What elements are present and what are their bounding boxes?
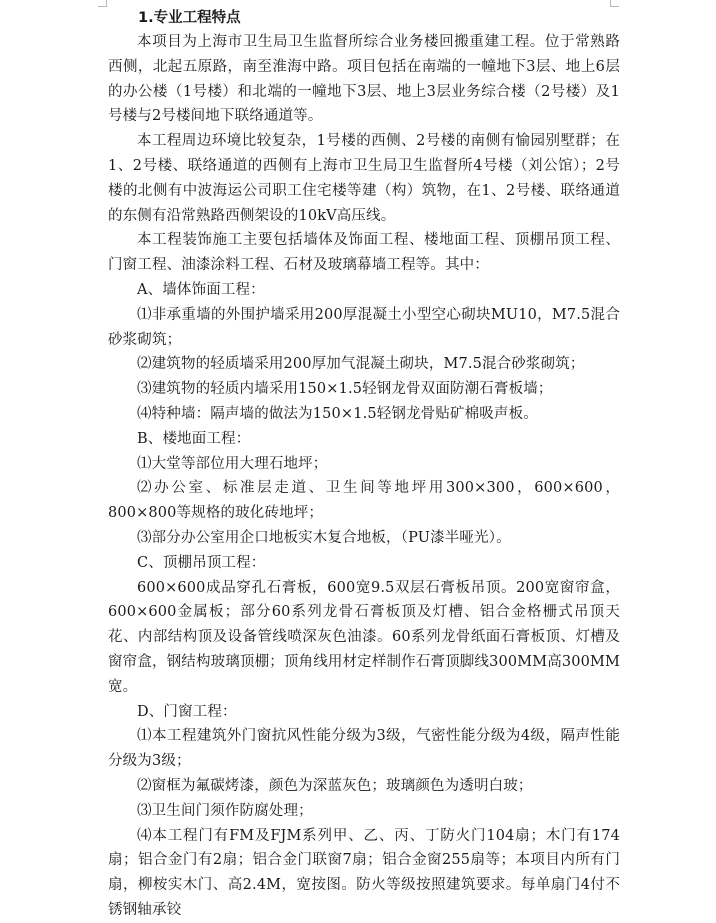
- list-item: ⑷特种墙：隔声墙的做法为150×1.5轻钢龙骨贴矿棉吸声板。: [137, 405, 538, 422]
- subheading-doors-windows: D、门窗工程：: [137, 703, 237, 720]
- paragraph-project-overview: 本项目为上海市卫生局卫生监督所综合业务楼回搬重建工程。位于常熟路西侧，北起五原路，南至淮海中路。项目包括在南端的一幢地下3层、地上6层的办公楼（1号楼）和北端的一幢地下3层、地上3层业务综合楼（2号楼）及1号楼与2号楼间地下联络通道等。: [108, 34, 620, 125]
- list-item: ⑴本工程建筑外门窗抗风性能分级为3级，气密性能分级为4级，隔声性能分级为3级；: [108, 728, 620, 770]
- list-item: ⑴非承重墙的外围护墙采用200厚混凝土小型空心砌块MU10，M7.5混合砂浆砌筑；: [108, 306, 620, 348]
- list-item: ⑷本工程门有FM及FJM系列甲、乙、丙、丁防火门104扇；木门有174扇；铝合金门有2扇；铝合金门联窗7扇；铝合金窗255扇等；本项目内所有门扇，柳桉实木门、高2.4M，宽按图。防火等级按照建筑要求。每单扇门4付不锈钢轴承铰: [108, 827, 620, 918]
- paragraph-ceiling: 600×600成品穿孔石膏板，600宽9.5双层石膏板吊顶。200宽窗帘盒，600×600金属板；部分60系列龙骨石膏板顶及灯槽、铝合金格栅式吊顶天花、内部结构顶及设备管线喷深灰色油漆。60系列龙骨纸面石膏板顶、灯槽及窗帘盒，钢结构玻璃顶棚；顶角线用材定样制作石膏顶脚线300MM高300MM宽。: [108, 579, 620, 695]
- paragraph-surroundings: 本工程周边环境比较复杂，1号楼的西侧、2号楼的南侧有愉园别墅群；在1、2号楼、联络通道的西侧有上海市卫生局卫生监督所4号楼（刘公馆）；2号楼的北侧有中波海运公司职工住宅楼等建（构）筑物，在1、2号楼、联络通道的东侧有沿常熟路西侧架设的10kV高压线。: [108, 133, 620, 224]
- list-item: ⑵办公室、标准层走道、卫生间等地坪用300×300，600×600，800×800等规格的玻化砖地坪；: [108, 480, 620, 522]
- list-item: ⑶建筑物的轻质内墙采用150×1.5轻钢龙骨双面防潮石膏板墙；: [137, 381, 553, 398]
- subheading-wall: A、墙体饰面工程：: [137, 281, 265, 298]
- list-item: ⑵窗框为氟碳烤漆，颜色为深蓝灰色；玻璃颜色为透明白玻；: [137, 777, 533, 794]
- list-item: ⑶卫生间门须作防腐处理；: [137, 802, 313, 819]
- section-heading: 1.专业工程特点: [138, 10, 241, 26]
- list-item: ⑵建筑物的轻质墙采用200厚加气混凝土砌块，M7.5混合砂浆砌筑；: [137, 356, 585, 373]
- subheading-ceiling: C、顶棚吊顶工程：: [137, 554, 266, 571]
- paragraph-scope: 本工程装饰施工主要包括墙体及饰面工程、楼地面工程、顶棚吊顶工程、门窗工程、油漆涂料工程、石材及玻璃幕墙工程等。其中：: [108, 232, 620, 274]
- list-item: ⑴大堂等部位用大理石地坪；: [137, 455, 328, 472]
- list-item: ⑶部分办公室用企口地板实木复合地板，（PU漆半哑光）。: [137, 529, 511, 546]
- document-body: [108, 6, 620, 923]
- page-margin-mark-left: [98, 0, 107, 7]
- subheading-floor: B、楼地面工程：: [137, 430, 251, 447]
